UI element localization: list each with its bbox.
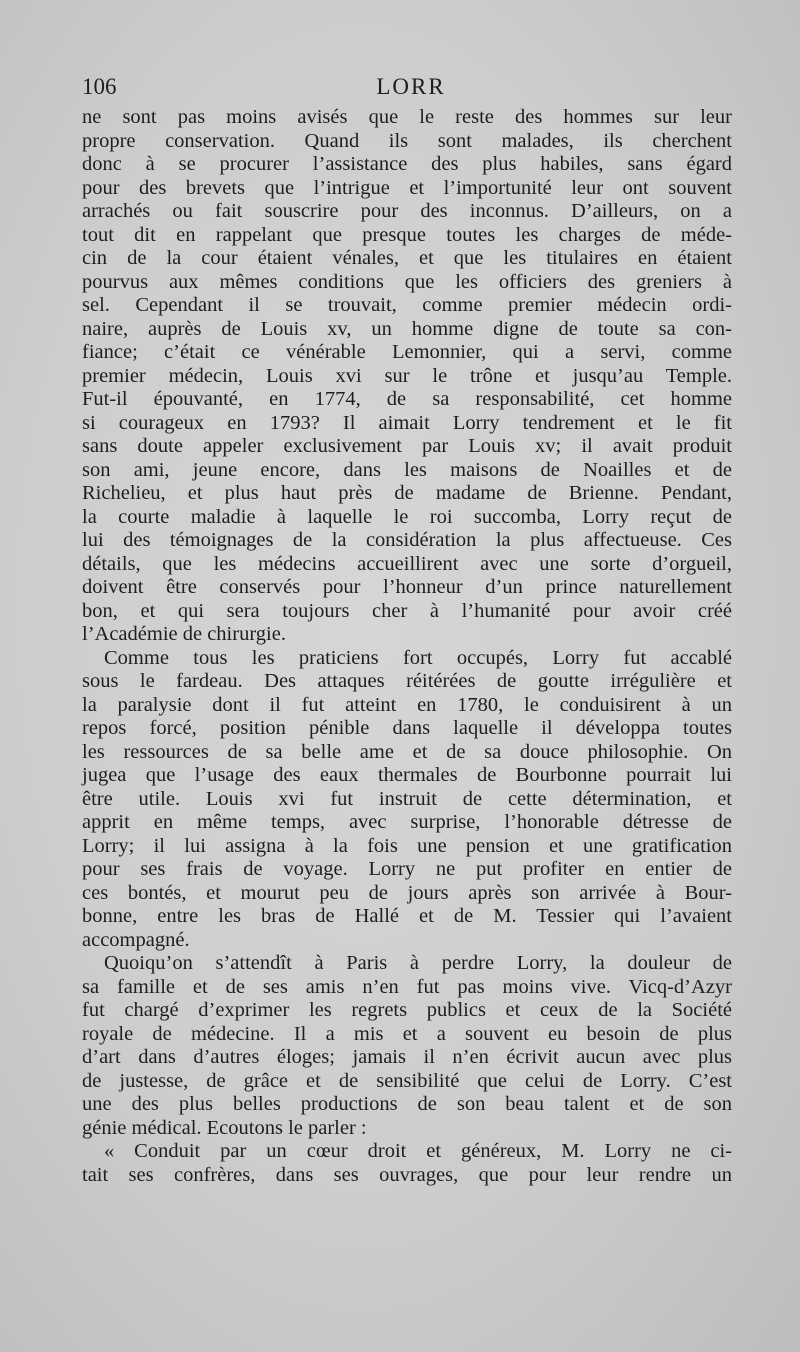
text-line: royale de médecine. Il a mis et a souvent eu besoin de plus xyxy=(82,1022,732,1045)
text-line: sel. Cependant il se trouvait, comme premier médecin ordi- xyxy=(82,294,732,316)
text-line: la paralysie dont il fut atteint en 1780, le conduisirent à un xyxy=(82,693,732,716)
page-header xyxy=(82,74,730,104)
text-line: sans doute appeler exclusivement par Louis xv; il avait produit xyxy=(82,435,732,457)
text-line: naire, auprès de Louis xv, un homme digne de toute sa con- xyxy=(82,317,732,340)
text-line: tout dit en rappelant que presque toutes les charges de méde- xyxy=(82,223,732,246)
text-line: bon, et qui sera toujours cher à l’humanité pour avoir créé xyxy=(82,599,732,622)
text-line: les ressources de sa belle ame et de sa douce philosophie. On xyxy=(82,740,732,763)
text-line: de justesse, de grâce et de sensibilité que celui de Lorry. C’est xyxy=(82,1069,732,1092)
text-line: pourvus aux mêmes conditions que les officiers des greniers à xyxy=(82,270,732,293)
text-line: apprit en même temps, avec surprise, l’honorable détresse de xyxy=(82,811,732,833)
text-line: cin de la cour étaient vénales, et que les titulaires en étaient xyxy=(82,247,732,269)
text-line: ne sont pas moins avisés que le reste des hommes sur leur xyxy=(82,106,732,128)
text-line: arrachés ou fait souscrire pour des inconnus. D’ailleurs, on a xyxy=(82,200,732,222)
text-line: bonne, entre les bras de Hallé et de M. Tessier qui l’avaient xyxy=(82,905,732,927)
text-line: fiance; c’était ce vénérable Lemonnier, qui a servi, comme xyxy=(82,341,732,363)
text-line: pour ses frais de voyage. Lorry ne put profiter en entier de xyxy=(82,858,732,880)
body-text xyxy=(82,106,732,1187)
text-line: sa famille et de ses amis n’en fut pas moins vive. Vicq-d’Azyr xyxy=(82,975,732,998)
text-line: une des plus belles productions de son beau talent et de son xyxy=(82,1093,732,1115)
text-line: jugea que l’usage des eaux thermales de Bourbonne pourrait lui xyxy=(82,764,732,786)
text-line: donc à se procurer l’assistance des plus habiles, sans égard xyxy=(82,153,732,175)
text-line: lui des témoignages de la considération la plus affectueuse. Ces xyxy=(82,529,732,551)
text-line: d’art dans d’autres éloges; jamais il n’en écrivit aucun avec plus xyxy=(82,1046,732,1068)
text-line: génie médical. Ecoutons le parler : xyxy=(82,1116,367,1139)
text-line: repos forcé, position pénible dans laquelle il développa toutes xyxy=(82,717,732,739)
text-line: Richelieu, et plus haut près de madame de Brienne. Pendant, xyxy=(82,482,732,504)
text-line: l’Académie de chirurgie. xyxy=(82,623,286,645)
text-line: détails, que les médecins accueillirent avec une sorte d’orgueil, xyxy=(82,552,732,575)
running-title: LORR xyxy=(376,74,446,99)
text-line: Comme tous les praticiens fort occupés, Lorry fut accablé xyxy=(104,646,732,669)
text-line: Lorry; il lui assigna à la fois une pension et une gratification xyxy=(82,834,732,857)
text-line: accompagné. xyxy=(82,928,190,951)
text-line: ces bontés, et mourut peu de jours après son arrivée à Bour- xyxy=(82,881,732,904)
text-line: fut chargé d’exprimer les regrets publics et ceux de la Société xyxy=(82,999,732,1021)
text-line: pour des brevets que l’intrigue et l’importunité leur ont souvent xyxy=(82,176,732,199)
text-line: être utile. Louis xvi fut instruit de cette détermination, et xyxy=(82,787,732,810)
text-line: tait ses confrères, dans ses ouvrages, que pour leur rendre un xyxy=(82,1163,732,1186)
text-line: Fut-il épouvanté, en 1774, de sa responsabilité, cet homme xyxy=(82,388,732,410)
text-line: sous le fardeau. Des attaques réitérées de goutte irrégulière et xyxy=(82,670,732,692)
text-line: si courageux en 1793? Il aimait Lorry tendrement et le fit xyxy=(82,411,732,434)
text-line: la courte maladie à laquelle le roi succomba, Lorry reçut de xyxy=(82,505,732,528)
text-line: premier médecin, Louis xvi sur le trône et jusqu’au Temple. xyxy=(82,364,732,387)
text-line: doivent être conservés pour l’honneur d’un prince naturellement xyxy=(82,576,732,598)
text-line: Quoiqu’on s’attendît à Paris à perdre Lorry, la douleur de xyxy=(104,952,732,974)
text-line: « Conduit par un cœur droit et généreux, M. Lorry ne ci- xyxy=(104,1140,732,1162)
text-line: propre conservation. Quand ils sont malades, ils cherchent xyxy=(82,129,732,152)
text-line: son ami, jeune encore, dans les maisons de Noailles et de xyxy=(82,458,732,481)
page-number: 106 xyxy=(82,74,117,99)
